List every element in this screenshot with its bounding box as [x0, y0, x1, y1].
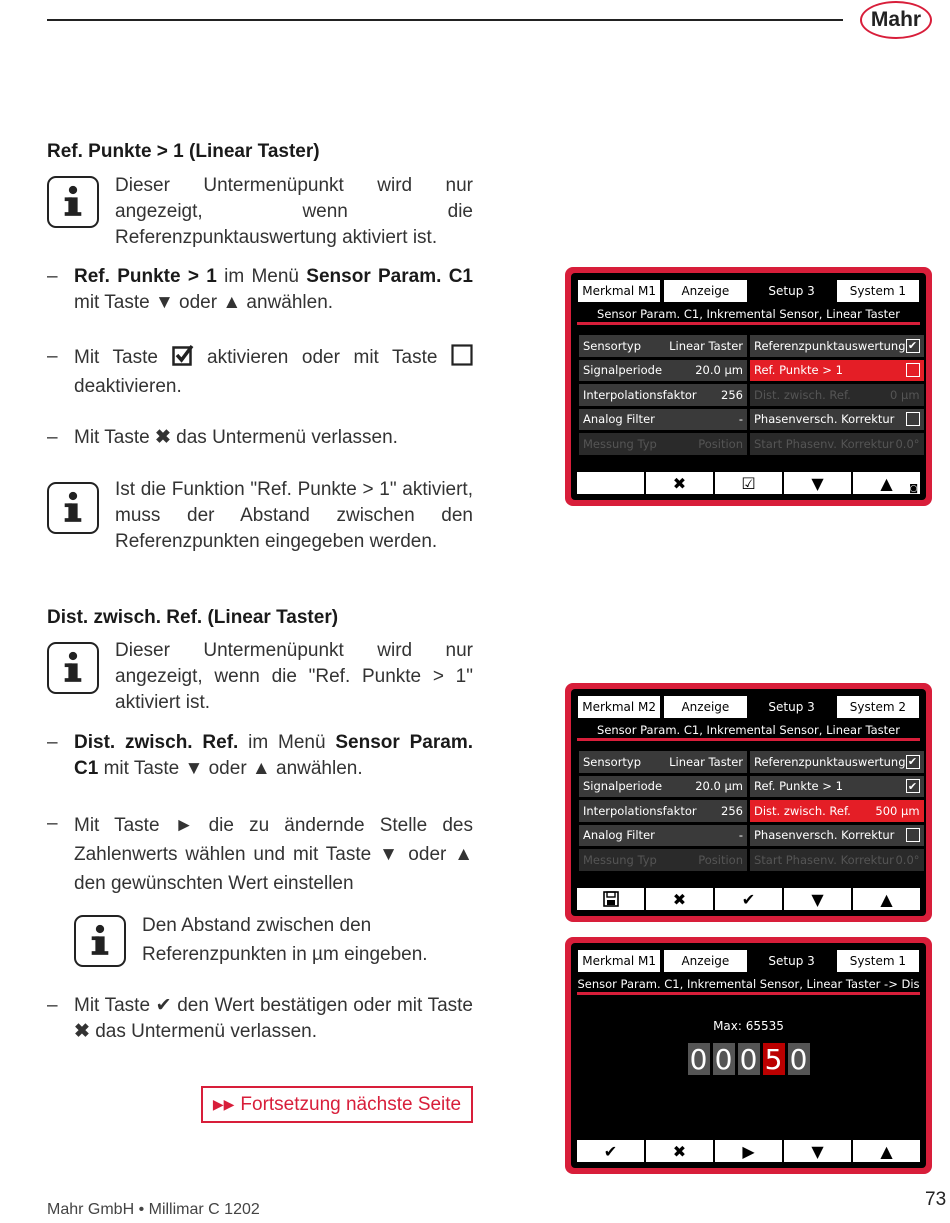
- param-label: Interpolationsfaktor: [583, 387, 697, 402]
- softkey-up-icon[interactable]: ▲: [853, 1140, 920, 1162]
- info-icon: [47, 176, 99, 228]
- screen-3-softkeys: [577, 1140, 920, 1162]
- screen-2-tabs: [577, 695, 920, 719]
- info-icon: [47, 642, 99, 694]
- softkey-close-icon[interactable]: ✖: [646, 888, 713, 910]
- device-screen-3: [565, 937, 932, 1174]
- text: mit Taste ▼ oder ▲ anwählen.: [74, 292, 334, 313]
- param-value: 256: [721, 387, 743, 402]
- value-editor: [571, 1003, 926, 1136]
- footer-text: Mahr GmbH • Millimar C 1202: [47, 1201, 260, 1218]
- softkey-close-icon[interactable]: ✖: [646, 1140, 713, 1162]
- tab-anzeige[interactable]: Anzeige: [663, 695, 747, 719]
- section1-info2-text: Ist die Funktion "Ref. Punkte > 1" aktiviert, muss der Abstand zwischen den Referenzpunkten eingegeben werden.: [115, 479, 473, 552]
- param-label: Start Phasenv. Korrektur: [754, 436, 894, 451]
- param-value: 0 µm: [890, 387, 920, 402]
- tab-setup[interactable]: Setup 3: [750, 695, 834, 719]
- device-screen-1: [565, 267, 932, 506]
- param-messung-typ: [579, 433, 747, 455]
- text: Mit Taste: [74, 427, 155, 448]
- max-label: Max: 65535: [713, 1019, 784, 1033]
- screen-2-param-grid: [579, 751, 920, 871]
- param-label: Interpolationsfaktor: [583, 803, 697, 818]
- tab-merkmal[interactable]: Merkmal M1: [577, 949, 661, 973]
- param-signalperiode[interactable]: [579, 776, 747, 798]
- text: Mit Taste: [74, 347, 172, 368]
- page-number: 73: [925, 1189, 947, 1210]
- param-dist-zwisch-ref[interactable]: [750, 800, 924, 822]
- digit[interactable]: 0: [688, 1043, 710, 1075]
- param-value: 20.0 µm: [695, 363, 743, 378]
- close-icon: ✖: [74, 1021, 90, 1042]
- softkey-right-icon[interactable]: ▶: [715, 1140, 782, 1162]
- tab-setup[interactable]: Setup 3: [750, 949, 834, 973]
- text: im Menü: [216, 266, 307, 287]
- param-dist-zwisch-ref: [750, 384, 924, 406]
- param-label: Signalperiode: [583, 779, 663, 794]
- param-label: Messung Typ: [583, 852, 657, 867]
- info-icon: [47, 482, 99, 534]
- screen-1-display: [571, 273, 926, 500]
- text: Mit Taste ► die zu ändernde Stelle des Zahlenwerts wählen und mit Taste ▼ oder ▲ den gewünschten Wert einstellen: [74, 815, 473, 894]
- param-value: Position: [698, 852, 743, 867]
- softkey-blank[interactable]: [577, 472, 644, 494]
- param-analog-filter[interactable]: [579, 825, 747, 847]
- param-value: Position: [698, 436, 743, 451]
- param-analog-filter[interactable]: [579, 409, 747, 431]
- text: aktivieren oder mit Taste: [193, 347, 451, 368]
- param-start-phasenv: [750, 433, 924, 455]
- info-icon: [74, 915, 126, 967]
- close-icon: ✖: [154, 427, 171, 448]
- tab-anzeige[interactable]: Anzeige: [663, 949, 747, 973]
- softkey-check-icon[interactable]: ✔: [577, 1140, 644, 1162]
- param-signalperiode[interactable]: [579, 360, 747, 382]
- param-label: Dist. zwisch. Ref.: [754, 803, 851, 818]
- checkbox-empty-icon[interactable]: [906, 363, 920, 377]
- camera-icon: ◙: [909, 484, 918, 494]
- tab-system[interactable]: System 1: [836, 279, 920, 303]
- mahr-logo: [860, 1, 932, 39]
- continue-label: Fortsetzung nächste Seite: [240, 1093, 462, 1115]
- text: im Menü: [238, 732, 336, 753]
- softkey-save-icon[interactable]: [577, 888, 644, 910]
- checkbox-empty-icon: [451, 344, 473, 374]
- param-interpolationsfaktor[interactable]: [579, 384, 747, 406]
- param-interpolationsfaktor[interactable]: [579, 800, 747, 822]
- screen-2-softkeys: [577, 888, 920, 910]
- up-arrow-icon: ▲: [880, 473, 893, 493]
- screen-2-display: [571, 689, 926, 916]
- softkey-down-icon[interactable]: ▼: [784, 472, 851, 494]
- digit-editor[interactable]: [688, 1043, 810, 1075]
- screen-1-param-grid: [579, 335, 920, 455]
- softkey-down-icon[interactable]: ▼: [784, 888, 851, 910]
- softkey-checkbox-icon[interactable]: ☑: [715, 472, 782, 494]
- digit-selected[interactable]: 5: [763, 1043, 785, 1075]
- save-icon: [603, 891, 619, 907]
- section2-info1-text: Dieser Untermenüpunkt wird nur angezeigt, wenn die "Ref. Punkte > 1" aktiviert ist.: [115, 640, 473, 713]
- screen-1-subtitle: Sensor Param. C1, Inkremental Sensor, Linear Taster: [577, 305, 920, 325]
- screen-1-softkeys: [577, 472, 920, 494]
- param-label: Phasenversch. Korrektur: [754, 828, 895, 843]
- param-start-phasenv: [750, 849, 924, 871]
- tab-system[interactable]: System 1: [836, 949, 920, 973]
- param-label: Analog Filter: [583, 828, 655, 843]
- param-label: Start Phasenv. Korrektur: [754, 852, 894, 867]
- section1-heading: Ref. Punkte > 1 (Linear Taster): [47, 141, 320, 162]
- digit[interactable]: 0: [738, 1043, 760, 1075]
- logo-text: Mahr: [870, 8, 922, 31]
- param-phasenversch[interactable]: [750, 409, 924, 431]
- bold-text: Dist. zwisch. Ref.: [74, 732, 239, 753]
- bold-text: Ref. Punkte > 1: [74, 266, 217, 287]
- tab-setup[interactable]: Setup 3: [750, 279, 834, 303]
- param-referenzpunktauswertung[interactable]: [750, 335, 924, 357]
- tab-anzeige[interactable]: Anzeige: [663, 279, 747, 303]
- checkbox-checked-icon[interactable]: ✔: [906, 339, 920, 353]
- text: Mit Taste: [74, 995, 156, 1016]
- digit[interactable]: 0: [713, 1043, 735, 1075]
- param-value: 20.0 µm: [695, 779, 743, 794]
- param-label: Referenzpunktauswertung: [754, 338, 906, 353]
- param-ref-punkte[interactable]: [750, 776, 924, 798]
- param-value: Linear Taster: [669, 338, 743, 353]
- check-icon: ✔: [155, 995, 172, 1016]
- text: das Untermenü verlassen.: [170, 427, 398, 448]
- tab-system[interactable]: System 2: [836, 695, 920, 719]
- section2-heading: Dist. zwisch. Ref. (Linear Taster): [47, 607, 339, 628]
- section2-info2-text: Den Abstand zwischen den Referenzpunkten in µm eingeben.: [142, 915, 428, 965]
- bold-text: Sensor Param. C1: [306, 266, 473, 287]
- text: mit Taste ▼ oder ▲ anwählen.: [98, 758, 363, 779]
- param-phasenversch[interactable]: [750, 825, 924, 847]
- param-label: Sensortyp: [583, 754, 642, 769]
- text: das Untermenü verlassen.: [89, 1021, 317, 1042]
- header-rule: [47, 19, 843, 21]
- screen-2-subtitle: Sensor Param. C1, Inkremental Sensor, Linear Taster: [577, 721, 920, 741]
- param-label: Sensortyp: [583, 338, 642, 353]
- param-value: -: [738, 828, 743, 843]
- checkbox-checked-icon[interactable]: ✔: [906, 779, 920, 793]
- screen-3-display: [571, 943, 926, 1168]
- softkey-down-icon[interactable]: ▼: [784, 1140, 851, 1162]
- param-messung-typ: [579, 849, 747, 871]
- screen-3-tabs: [577, 949, 920, 973]
- param-sensortyp[interactable]: [579, 335, 747, 357]
- param-sensortyp[interactable]: [579, 751, 747, 773]
- param-value: 500 µm: [875, 803, 920, 818]
- tab-merkmal[interactable]: Merkmal M2: [577, 695, 661, 719]
- param-value: 0.0°: [895, 852, 920, 867]
- bold-text: Sensor Param. C1: [74, 732, 473, 779]
- checkbox-empty-icon[interactable]: [906, 412, 920, 426]
- param-label: Analog Filter: [583, 412, 655, 427]
- param-label: Referenzpunktauswertung: [754, 754, 906, 769]
- text: den Wert bestätigen oder mit Taste: [171, 995, 473, 1016]
- digit[interactable]: 0: [788, 1043, 810, 1075]
- param-label: Ref. Punkte > 1: [754, 779, 843, 794]
- param-value: 256: [721, 803, 743, 818]
- param-value: -: [738, 412, 743, 427]
- device-screen-2: [565, 683, 932, 922]
- continue-next-page-link[interactable]: [201, 1086, 473, 1123]
- screen-3-subtitle: Sensor Param. C1, Inkremental Sensor, Linear Taster -> Dis: [577, 975, 920, 995]
- softkey-check-icon[interactable]: ✔: [715, 888, 782, 910]
- param-ref-punkte[interactable]: [750, 360, 924, 382]
- text: deaktivieren.: [74, 376, 182, 397]
- tab-merkmal[interactable]: Merkmal M1: [577, 279, 661, 303]
- checkbox-checked-icon[interactable]: ✔: [906, 755, 920, 769]
- checkbox-checked-icon: [172, 344, 194, 374]
- fast-forward-icon: ▶▶: [212, 1096, 235, 1112]
- param-label: Messung Typ: [583, 436, 657, 451]
- softkey-up-icon[interactable]: ▲: [853, 888, 920, 910]
- softkey-up-icon[interactable]: [853, 472, 920, 494]
- checkbox-empty-icon[interactable]: [906, 828, 920, 842]
- param-referenzpunktauswertung[interactable]: [750, 751, 924, 773]
- param-label: Dist. zwisch. Ref.: [754, 387, 851, 402]
- section1-info1-text: Dieser Untermenüpunkt wird nur angezeigt, wenn die Referenzpunktauswertung aktiviert ist.: [115, 175, 473, 248]
- screen-1-tabs: [577, 279, 920, 303]
- softkey-close-icon[interactable]: ✖: [646, 472, 713, 494]
- param-label: Signalperiode: [583, 363, 663, 378]
- param-label: Ref. Punkte > 1: [754, 363, 843, 378]
- param-value: Linear Taster: [669, 754, 743, 769]
- param-label: Phasenversch. Korrektur: [754, 412, 895, 427]
- param-value: 0.0°: [895, 436, 920, 451]
